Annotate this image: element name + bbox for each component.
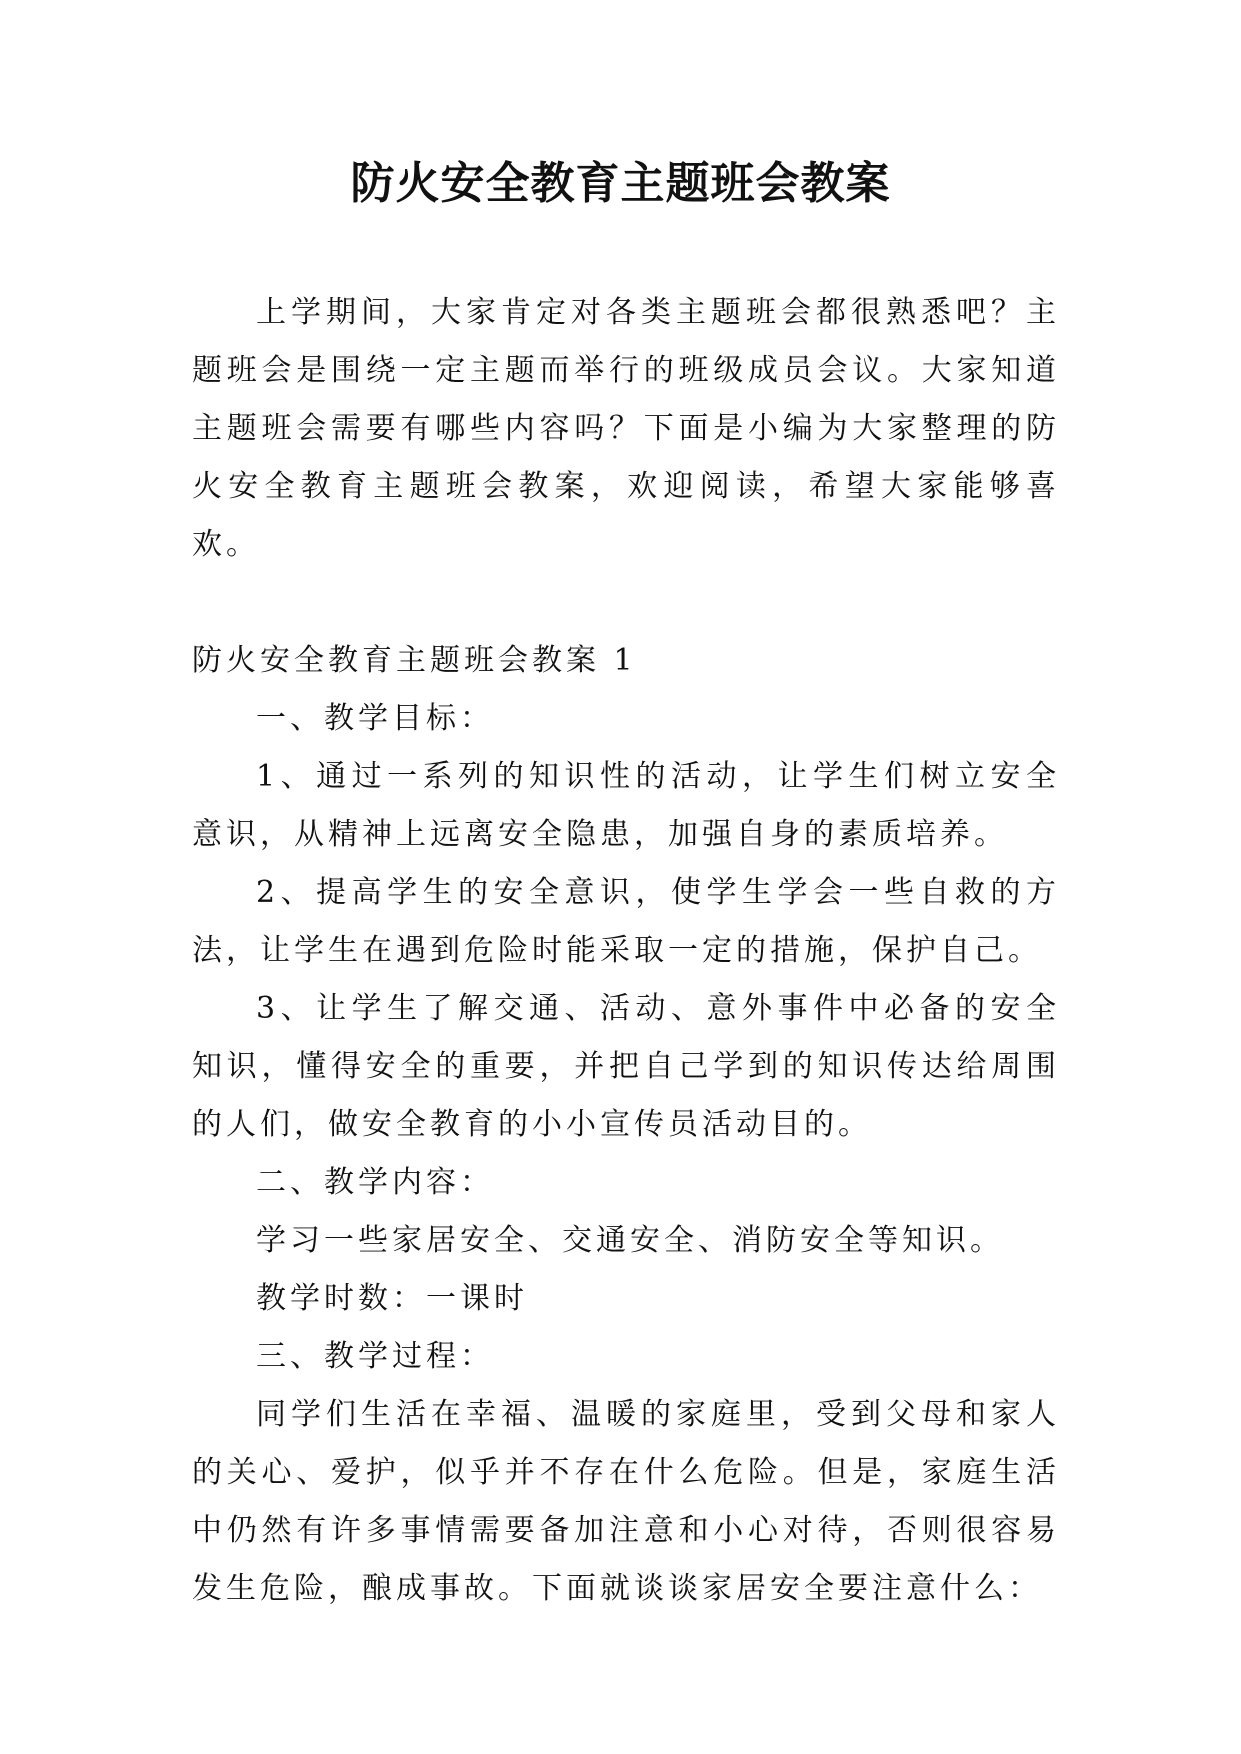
process-heading: 三、教学过程：: [256, 1339, 494, 1374]
objective-2: 2、提高学生的安全意识，使学生学会一些自救的方法，让学生在遇到危险时能采取一定的措施，保护自己。: [192, 875, 1060, 968]
content-paragraph: 学习一些家居安全、交通安全、消防安全等知识。: [256, 1223, 1004, 1258]
objectives-heading: 一、教学目标：: [256, 701, 494, 736]
teaching-hours: 教学时数：一课时: [256, 1281, 528, 1316]
section-heading: 防火安全教育主题班会教案 1: [192, 643, 637, 678]
content-heading: 二、教学内容：: [256, 1165, 494, 1200]
document-title: 防火安全教育主题班会教案: [350, 158, 891, 209]
paragraph-spacer: [192, 574, 1060, 632]
document-body: [192, 284, 1060, 1618]
intro-paragraph: 上学期间，大家肯定对各类主题班会都很熟悉吧？主题班会是围绕一定主题而举行的班级成员会议。大家知道主题班会需要有哪些内容吗？下面是小编为大家整理的防火安全教育主题班会教案，欢迎阅读，希望大家能够喜欢。: [192, 295, 1060, 562]
objective-3: 3、让学生了解交通、活动、意外事件中必备的安全知识，懂得安全的重要，并把自己学到的知识传达给周围的人们，做安全教育的小小宣传员活动目的。: [192, 991, 1060, 1142]
process-paragraph: 同学们生活在幸福、温暖的家庭里，受到父母和家人的关心、爱护，似乎并不存在什么危险。但是，家庭生活中仍然有许多事情需要备加注意和小心对待，否则很容易发生危险，酿成事故。下面就谈谈家居安全要注意什么：: [192, 1397, 1060, 1606]
objective-1: 1、通过一系列的知识性的活动，让学生们树立安全意识，从精神上远离安全隐患，加强自身的素质培养。: [192, 759, 1060, 852]
